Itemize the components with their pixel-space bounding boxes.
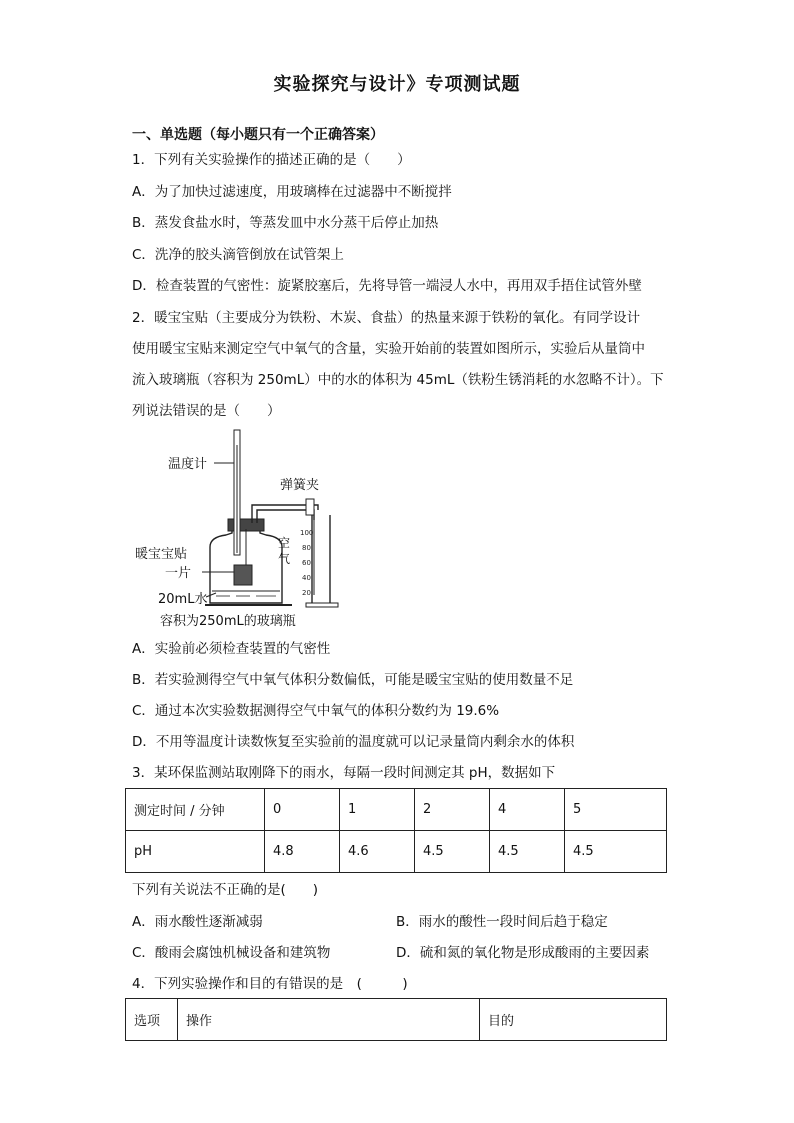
label-thermometer: 温度计	[168, 457, 208, 472]
table-cell: 2	[415, 789, 490, 831]
table-cell: 测定时间 / 分钟	[126, 789, 265, 831]
section-heading: 一、单选题（每小题只有一个正确答案）	[132, 127, 384, 143]
q2-option-b: B．若实验测得空气中氧气体积分数偏低，可能是暖宝宝贴的使用数量不足	[132, 672, 574, 688]
table-row	[126, 789, 667, 831]
q1-option-b: B．蒸发食盐水时，等蒸发皿中水分蒸干后停止加热	[132, 215, 439, 231]
apparatus-figure	[130, 425, 370, 635]
cylinder-tick: 40	[302, 574, 311, 582]
label-warmer: 暖宝宝贴	[135, 547, 188, 562]
table-cell: 4.5	[565, 831, 667, 873]
label-bottle: 容积为250mL的玻璃瓶	[160, 614, 296, 629]
q2-option-c: C．通过本次实验数据测得空气中氧气的体积分数约为 19.6%	[132, 703, 500, 719]
q2-stem-line1: 2．暖宝宝贴（主要成分为铁粉、木炭、食盐）的热量来源于铁粉的氧化。有同学设计	[132, 310, 641, 326]
label-air-2: 气	[278, 552, 291, 566]
table-cell: 4.6	[340, 831, 415, 873]
q4-table	[125, 998, 667, 1041]
q1-option-a: A．为了加快过滤速度，用玻璃棒在过滤器中不断搅拌	[132, 184, 452, 200]
table-cell: 4.5	[415, 831, 490, 873]
cylinder-tick: 60	[302, 559, 311, 567]
q3-option-a: A．雨水酸性逐渐减弱	[132, 914, 263, 930]
table-header-cell: 选项	[126, 999, 178, 1041]
q3-option-b: B．雨水的酸性一段时间后趋于稳定	[396, 914, 608, 930]
warmer-patch	[234, 565, 252, 585]
table-header-cell: 目的	[480, 999, 667, 1041]
q2-option-d: D．不用等温度计读数恢复至实验前的温度就可以记录量筒内剩余水的体积	[132, 734, 575, 750]
table-cell: 1	[340, 789, 415, 831]
q3-option-c: C．酸雨会腐蚀机械设备和建筑物	[132, 945, 331, 961]
q2-stem-line2: 使用暖宝宝贴来测定空气中氧气的含量，实验开始前的装置如图所示，实验后从量筒中	[132, 341, 645, 357]
table-row	[126, 831, 667, 873]
table-cell: 0	[265, 789, 340, 831]
q2-stem-line4: 列说法错误的是（ ）	[132, 403, 281, 419]
label-water: 20mL水	[158, 592, 208, 607]
table-row	[126, 999, 667, 1041]
q3-stem: 3．某环保监测站取刚降下的雨水，每隔一段时间测定其 pH，数据如下	[132, 765, 556, 781]
q4-stem: 4．下列实验操作和目的有错误的是 ( )	[132, 976, 408, 992]
q1-option-d: D．检查装置的气密性：旋紧胶塞后，先将导管一端浸人水中，再用双手捂住试管外壁	[132, 278, 642, 294]
table-header-cell: 操作	[178, 999, 480, 1041]
label-air-1: 空	[278, 536, 291, 550]
label-clip: 弹簧夹	[280, 478, 320, 493]
q2-option-a: A．实验前必须检查装置的气密性	[132, 641, 331, 657]
ph-table	[125, 788, 667, 873]
measuring-cylinder	[312, 515, 330, 603]
spring-clip	[306, 499, 314, 515]
q2-stem-line3: 流入玻璃瓶（容积为 250mL）中的水的体积为 45mL（铁粉生锈消耗的水忽略不计）。下	[132, 372, 664, 388]
cylinder-tick: 80	[302, 544, 311, 552]
page-title: 实验探究与设计》专项测试题	[273, 74, 521, 95]
q1-option-c: C．洗净的胶头滴管倒放在试管架上	[132, 247, 344, 263]
q1-stem: 1．下列有关实验操作的描述正确的是（ ）	[132, 152, 411, 168]
table-cell: 4.8	[265, 831, 340, 873]
table-cell: 5	[565, 789, 667, 831]
table-cell: pH	[126, 831, 265, 873]
label-warmer-2: 一片	[165, 566, 192, 581]
table-cell: 4.5	[490, 831, 565, 873]
cylinder-tick: 20	[302, 589, 311, 597]
cylinder-tick: 100	[300, 529, 314, 537]
table-cell: 4	[490, 789, 565, 831]
q3-sub-stem: 下列有关说法不正确的是( )	[132, 882, 319, 898]
q3-option-d: D．硫和氮的氧化物是形成酸雨的主要因素	[396, 945, 650, 961]
